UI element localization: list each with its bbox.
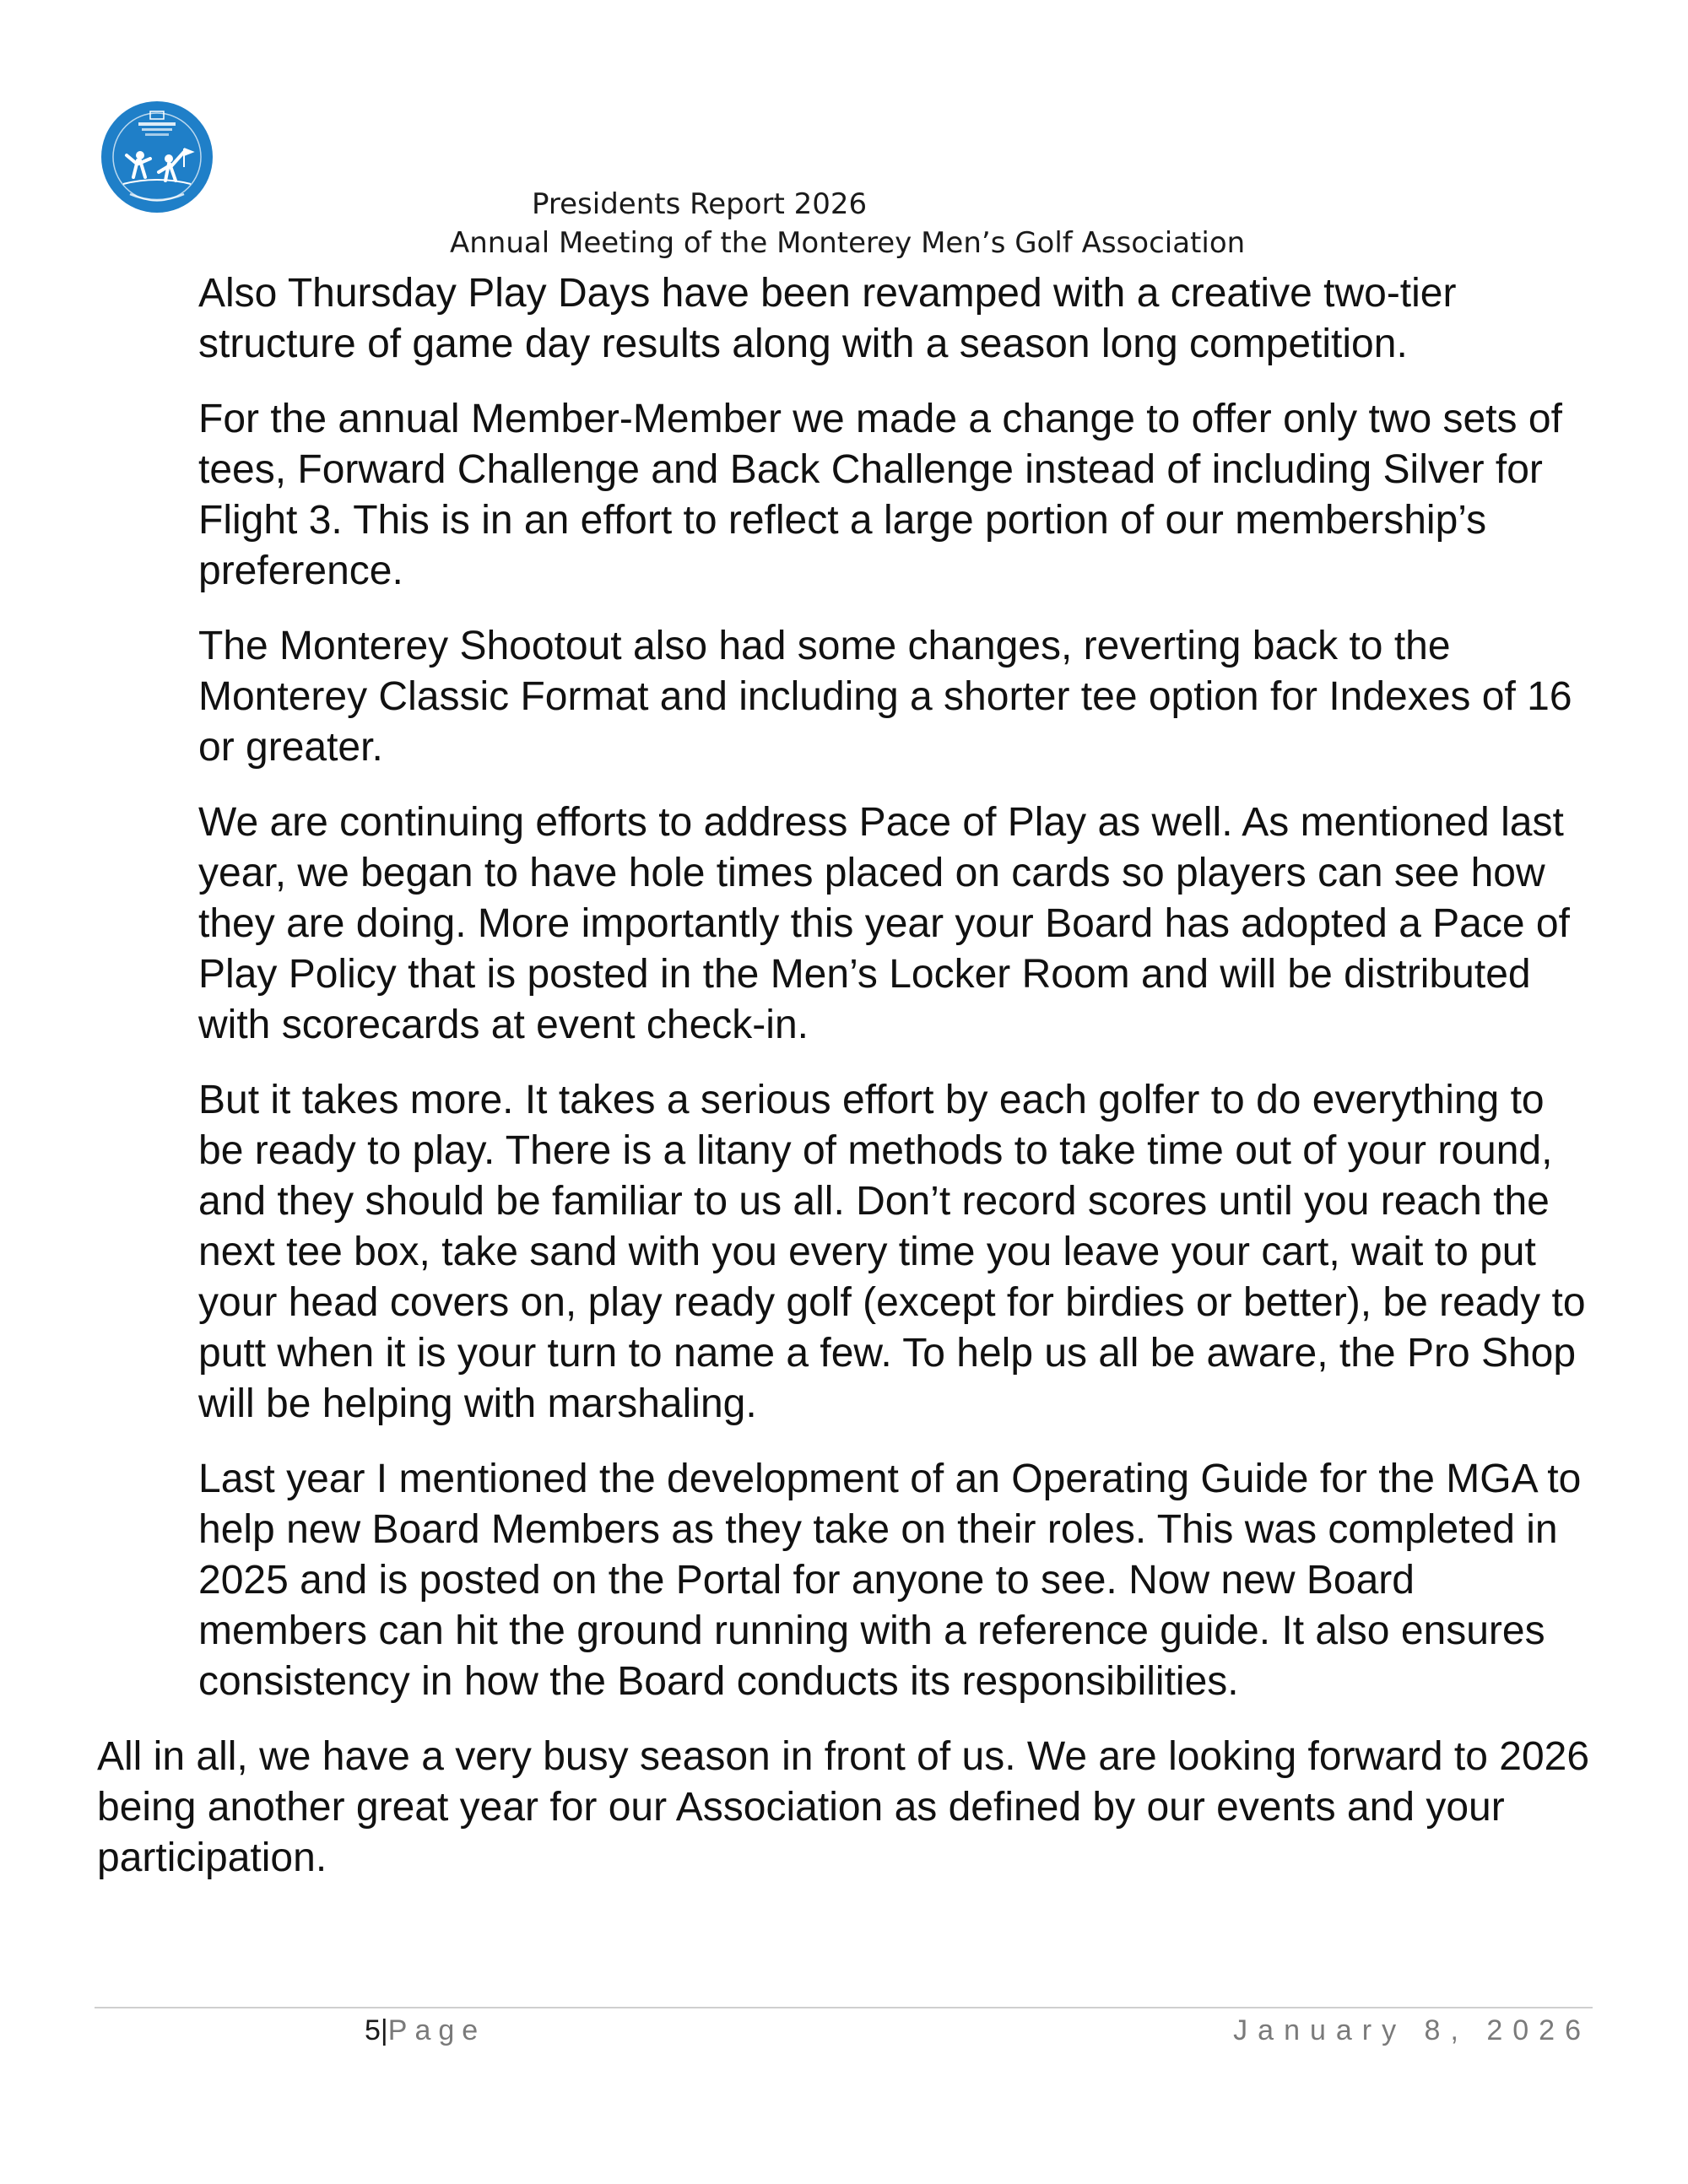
paragraph-thursday-play-days: Also Thursday Play Days have been revamped with a creative two-tier structure of game day results along with a season long competition. — [198, 271, 1457, 366]
page-label: Page — [387, 2014, 486, 2046]
footer-date: January 8, 2026 — [1233, 2014, 1591, 2046]
paragraph-pace-of-play: We are continuing efforts to address Pace of Play as well. As mentioned last year, we began to have hole times placed on cards so players can see how they are doing. More importantly this year your Board has adopted a Pace of Play Policy that is posted in the Men’s Locker Room and will be distributed with scorecards at event check-in. — [198, 800, 1570, 1047]
report-subtitle: Annual Meeting of the Monterey Men’s Golf Association — [450, 226, 1246, 260]
footer-divider — [95, 2007, 1593, 2008]
club-logo-icon — [100, 100, 214, 214]
paragraph-monterey-shootout: The Monterey Shootout also had some changes, reverting back to the Monterey Classic Format and including a shorter tee option for Indexes of 16 or greater. — [198, 624, 1572, 770]
page-separator: | — [380, 2014, 388, 2046]
report-body — [0, 268, 1688, 1908]
page-number-footer — [365, 2014, 485, 2047]
page-number: 5 — [365, 2014, 381, 2046]
report-title: Presidents Report 2026 — [532, 187, 868, 221]
paragraph-operating-guide: Last year I mentioned the development of an Operating Guide for the MGA to help new Board Members as they take on their roles. This was completed in 2025 and is posted on the Portal for anyone to see. Now new Board members can hit the ground running with a reference guide. It also ensures consistency in how the Board conducts its responsibilities. — [198, 1457, 1582, 1704]
paragraph-closing: All in all, we have a very busy season in front of us. We are looking forward to 2026 being another great year for our Association as defined by our events and your participation. — [97, 1734, 1590, 1880]
paragraph-ready-to-play: But it takes more. It takes a serious effort by each golfer to do everything to be ready to play. There is a litany of methods to take time out of your round, and they should be familiar to us all. Don’t record scores until you reach the next tee box, take sand with you every time you leave your cart, wait to put your head covers on, play ready golf (except for birdies or better), be ready to putt when it is your turn to name a few. To help us all be aware, the Pro Shop will be helping with marshaling. — [198, 1078, 1586, 1426]
paragraph-member-member: For the annual Member-Member we made a change to offer only two sets of tees, Forward Challenge and Back Challenge instead of including Silver for Flight 3. This is in an effort to reflect a large portion of our membership’s preference. — [198, 397, 1562, 593]
